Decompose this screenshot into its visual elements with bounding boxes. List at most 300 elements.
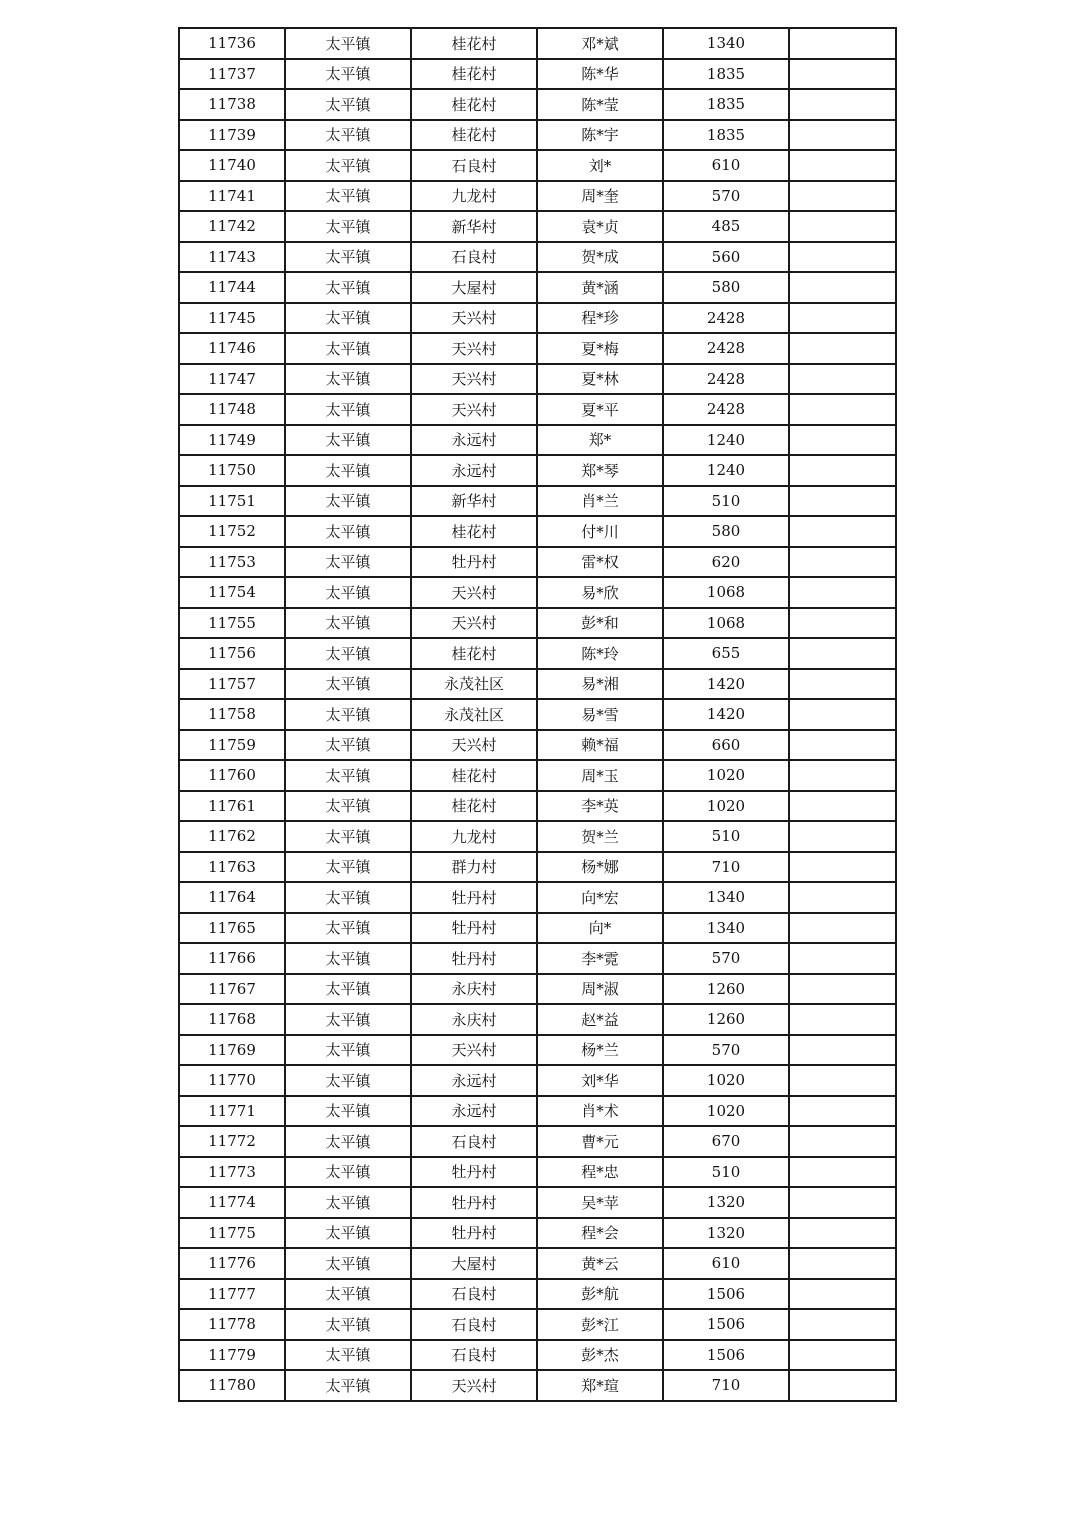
town-cell: 太平镇	[285, 1309, 411, 1340]
table-row	[179, 1218, 896, 1249]
name-cell: 赖*福	[537, 730, 663, 761]
name-cell: 向*	[537, 913, 663, 944]
village-cell: 牡丹村	[411, 943, 537, 974]
village-cell: 天兴村	[411, 333, 537, 364]
note-cell	[789, 638, 896, 669]
town-cell: 太平镇	[285, 120, 411, 151]
amount-cell: 1260	[663, 974, 789, 1005]
town-cell: 太平镇	[285, 943, 411, 974]
amount-cell: 2428	[663, 303, 789, 334]
name-cell: 彭*江	[537, 1309, 663, 1340]
town-cell: 太平镇	[285, 150, 411, 181]
table-row	[179, 1096, 896, 1127]
town-cell: 太平镇	[285, 1187, 411, 1218]
name-cell: 吴*苹	[537, 1187, 663, 1218]
village-cell: 永庆村	[411, 1004, 537, 1035]
note-cell	[789, 364, 896, 395]
name-cell: 周*淑	[537, 974, 663, 1005]
village-cell: 九龙村	[411, 181, 537, 212]
table-row	[179, 943, 896, 974]
table-row	[179, 516, 896, 547]
note-cell	[789, 974, 896, 1005]
table-row	[179, 1035, 896, 1066]
table-row	[179, 1126, 896, 1157]
note-cell	[789, 669, 896, 700]
serial-number-cell: 11745	[179, 303, 285, 334]
note-cell	[789, 486, 896, 517]
village-cell: 桂花村	[411, 791, 537, 822]
name-cell: 李*霓	[537, 943, 663, 974]
note-cell	[789, 1309, 896, 1340]
amount-cell: 2428	[663, 364, 789, 395]
table-body	[179, 28, 896, 1401]
serial-number-cell: 11777	[179, 1279, 285, 1310]
name-cell: 赵*益	[537, 1004, 663, 1035]
town-cell: 太平镇	[285, 821, 411, 852]
note-cell	[789, 150, 896, 181]
serial-number-cell: 11759	[179, 730, 285, 761]
table-row	[179, 242, 896, 273]
village-cell: 永远村	[411, 455, 537, 486]
note-cell	[789, 577, 896, 608]
table-row	[179, 882, 896, 913]
town-cell: 太平镇	[285, 913, 411, 944]
serial-number-cell: 11771	[179, 1096, 285, 1127]
town-cell: 太平镇	[285, 1279, 411, 1310]
name-cell: 易*欣	[537, 577, 663, 608]
amount-cell: 1240	[663, 455, 789, 486]
name-cell: 陈*莹	[537, 89, 663, 120]
town-cell: 太平镇	[285, 608, 411, 639]
serial-number-cell: 11762	[179, 821, 285, 852]
town-cell: 太平镇	[285, 852, 411, 883]
village-cell: 天兴村	[411, 608, 537, 639]
serial-number-cell: 11764	[179, 882, 285, 913]
village-cell: 牡丹村	[411, 882, 537, 913]
town-cell: 太平镇	[285, 394, 411, 425]
table-row	[179, 638, 896, 669]
town-cell: 太平镇	[285, 882, 411, 913]
amount-cell: 1340	[663, 882, 789, 913]
serial-number-cell: 11747	[179, 364, 285, 395]
note-cell	[789, 516, 896, 547]
village-cell: 永茂社区	[411, 699, 537, 730]
serial-number-cell: 11757	[179, 669, 285, 700]
serial-number-cell: 11770	[179, 1065, 285, 1096]
town-cell: 太平镇	[285, 455, 411, 486]
amount-cell: 1506	[663, 1340, 789, 1371]
village-cell: 新华村	[411, 211, 537, 242]
amount-cell: 610	[663, 150, 789, 181]
village-cell: 天兴村	[411, 303, 537, 334]
town-cell: 太平镇	[285, 730, 411, 761]
village-cell: 群力村	[411, 852, 537, 883]
serial-number-cell: 11756	[179, 638, 285, 669]
note-cell	[789, 28, 896, 59]
serial-number-cell: 11744	[179, 272, 285, 303]
amount-cell: 510	[663, 821, 789, 852]
serial-number-cell: 11763	[179, 852, 285, 883]
table-row	[179, 1187, 896, 1218]
town-cell: 太平镇	[285, 669, 411, 700]
table-row	[179, 364, 896, 395]
town-cell: 太平镇	[285, 1126, 411, 1157]
note-cell	[789, 1035, 896, 1066]
town-cell: 太平镇	[285, 577, 411, 608]
note-cell	[789, 303, 896, 334]
table-row	[179, 1279, 896, 1310]
note-cell	[789, 455, 896, 486]
table-row	[179, 699, 896, 730]
village-cell: 天兴村	[411, 730, 537, 761]
serial-number-cell: 11775	[179, 1218, 285, 1249]
name-cell: 陈*宇	[537, 120, 663, 151]
town-cell: 太平镇	[285, 547, 411, 578]
name-cell: 邓*斌	[537, 28, 663, 59]
note-cell	[789, 943, 896, 974]
note-cell	[789, 821, 896, 852]
serial-number-cell: 11772	[179, 1126, 285, 1157]
name-cell: 郑*琴	[537, 455, 663, 486]
amount-cell: 570	[663, 1035, 789, 1066]
village-cell: 石良村	[411, 1279, 537, 1310]
amount-cell: 1506	[663, 1279, 789, 1310]
village-cell: 石良村	[411, 1309, 537, 1340]
town-cell: 太平镇	[285, 1340, 411, 1371]
amount-cell: 570	[663, 943, 789, 974]
amount-cell: 710	[663, 1370, 789, 1401]
note-cell	[789, 791, 896, 822]
name-cell: 黄*云	[537, 1248, 663, 1279]
serial-number-cell: 11748	[179, 394, 285, 425]
name-cell: 彭*杰	[537, 1340, 663, 1371]
amount-cell: 1020	[663, 1096, 789, 1127]
note-cell	[789, 1157, 896, 1188]
serial-number-cell: 11761	[179, 791, 285, 822]
amount-cell: 655	[663, 638, 789, 669]
name-cell: 彭*航	[537, 1279, 663, 1310]
town-cell: 太平镇	[285, 303, 411, 334]
amount-cell: 1068	[663, 608, 789, 639]
village-cell: 牡丹村	[411, 547, 537, 578]
table-row	[179, 181, 896, 212]
amount-cell: 670	[663, 1126, 789, 1157]
note-cell	[789, 699, 896, 730]
table-row	[179, 1157, 896, 1188]
serial-number-cell: 11774	[179, 1187, 285, 1218]
name-cell: 雷*权	[537, 547, 663, 578]
table-row	[179, 303, 896, 334]
amount-cell: 485	[663, 211, 789, 242]
table-row	[179, 730, 896, 761]
serial-number-cell: 11738	[179, 89, 285, 120]
village-cell: 牡丹村	[411, 913, 537, 944]
amount-cell: 1020	[663, 1065, 789, 1096]
note-cell	[789, 211, 896, 242]
table-row	[179, 333, 896, 364]
name-cell: 肖*术	[537, 1096, 663, 1127]
note-cell	[789, 89, 896, 120]
amount-cell: 1506	[663, 1309, 789, 1340]
note-cell	[789, 242, 896, 273]
name-cell: 贺*兰	[537, 821, 663, 852]
town-cell: 太平镇	[285, 28, 411, 59]
table-row	[179, 59, 896, 90]
table-row	[179, 120, 896, 151]
serial-number-cell: 11751	[179, 486, 285, 517]
amount-cell: 1835	[663, 89, 789, 120]
note-cell	[789, 882, 896, 913]
village-cell: 大屋村	[411, 272, 537, 303]
town-cell: 太平镇	[285, 974, 411, 1005]
name-cell: 杨*兰	[537, 1035, 663, 1066]
town-cell: 太平镇	[285, 486, 411, 517]
village-cell: 天兴村	[411, 1370, 537, 1401]
amount-cell: 620	[663, 547, 789, 578]
town-cell: 太平镇	[285, 516, 411, 547]
name-cell: 程*会	[537, 1218, 663, 1249]
note-cell	[789, 760, 896, 791]
table-row	[179, 394, 896, 425]
table-row	[179, 28, 896, 59]
serial-number-cell: 11767	[179, 974, 285, 1005]
town-cell: 太平镇	[285, 1218, 411, 1249]
name-cell: 程*珍	[537, 303, 663, 334]
amount-cell: 1020	[663, 791, 789, 822]
table-row	[179, 821, 896, 852]
town-cell: 太平镇	[285, 1370, 411, 1401]
note-cell	[789, 1065, 896, 1096]
note-cell	[789, 59, 896, 90]
village-cell: 永远村	[411, 425, 537, 456]
amount-cell: 1260	[663, 1004, 789, 1035]
serial-number-cell: 11773	[179, 1157, 285, 1188]
town-cell: 太平镇	[285, 1157, 411, 1188]
town-cell: 太平镇	[285, 1004, 411, 1035]
amount-cell: 1420	[663, 699, 789, 730]
amount-cell: 1835	[663, 59, 789, 90]
village-cell: 天兴村	[411, 394, 537, 425]
town-cell: 太平镇	[285, 791, 411, 822]
amount-cell: 660	[663, 730, 789, 761]
serial-number-cell: 11750	[179, 455, 285, 486]
note-cell	[789, 608, 896, 639]
village-cell: 天兴村	[411, 577, 537, 608]
table-row	[179, 577, 896, 608]
serial-number-cell: 11746	[179, 333, 285, 364]
name-cell: 夏*平	[537, 394, 663, 425]
town-cell: 太平镇	[285, 89, 411, 120]
village-cell: 九龙村	[411, 821, 537, 852]
village-cell: 石良村	[411, 1126, 537, 1157]
serial-number-cell: 11743	[179, 242, 285, 273]
table-row	[179, 150, 896, 181]
town-cell: 太平镇	[285, 425, 411, 456]
note-cell	[789, 394, 896, 425]
name-cell: 陈*华	[537, 59, 663, 90]
name-cell: 郑*瑄	[537, 1370, 663, 1401]
village-cell: 永远村	[411, 1096, 537, 1127]
note-cell	[789, 181, 896, 212]
town-cell: 太平镇	[285, 242, 411, 273]
note-cell	[789, 852, 896, 883]
name-cell: 曹*元	[537, 1126, 663, 1157]
amount-cell: 1020	[663, 760, 789, 791]
town-cell: 太平镇	[285, 59, 411, 90]
name-cell: 周*奎	[537, 181, 663, 212]
serial-number-cell: 11769	[179, 1035, 285, 1066]
name-cell: 肖*兰	[537, 486, 663, 517]
table-row	[179, 425, 896, 456]
village-cell: 新华村	[411, 486, 537, 517]
note-cell	[789, 913, 896, 944]
serial-number-cell: 11736	[179, 28, 285, 59]
amount-cell: 510	[663, 486, 789, 517]
name-cell: 袁*贞	[537, 211, 663, 242]
serial-number-cell: 11755	[179, 608, 285, 639]
amount-cell: 2428	[663, 333, 789, 364]
serial-number-cell: 11737	[179, 59, 285, 90]
note-cell	[789, 120, 896, 151]
amount-cell: 1320	[663, 1187, 789, 1218]
serial-number-cell: 11754	[179, 577, 285, 608]
table-row	[179, 1065, 896, 1096]
town-cell: 太平镇	[285, 211, 411, 242]
serial-number-cell: 11741	[179, 181, 285, 212]
note-cell	[789, 272, 896, 303]
town-cell: 太平镇	[285, 1035, 411, 1066]
amount-cell: 1068	[663, 577, 789, 608]
town-cell: 太平镇	[285, 699, 411, 730]
name-cell: 程*忠	[537, 1157, 663, 1188]
serial-number-cell: 11753	[179, 547, 285, 578]
note-cell	[789, 1126, 896, 1157]
name-cell: 夏*林	[537, 364, 663, 395]
table-row	[179, 1248, 896, 1279]
serial-number-cell: 11749	[179, 425, 285, 456]
name-cell: 刘*华	[537, 1065, 663, 1096]
town-cell: 太平镇	[285, 181, 411, 212]
note-cell	[789, 1248, 896, 1279]
serial-number-cell: 11768	[179, 1004, 285, 1035]
name-cell: 李*英	[537, 791, 663, 822]
amount-cell: 510	[663, 1157, 789, 1188]
name-cell: 周*玉	[537, 760, 663, 791]
town-cell: 太平镇	[285, 1065, 411, 1096]
note-cell	[789, 1279, 896, 1310]
serial-number-cell: 11766	[179, 943, 285, 974]
village-cell: 桂花村	[411, 638, 537, 669]
amount-cell: 1340	[663, 913, 789, 944]
amount-cell: 1340	[663, 28, 789, 59]
note-cell	[789, 1218, 896, 1249]
name-cell: 易*雪	[537, 699, 663, 730]
amount-cell: 2428	[663, 394, 789, 425]
amount-cell: 1240	[663, 425, 789, 456]
table-row	[179, 791, 896, 822]
note-cell	[789, 1187, 896, 1218]
serial-number-cell: 11760	[179, 760, 285, 791]
town-cell: 太平镇	[285, 760, 411, 791]
town-cell: 太平镇	[285, 333, 411, 364]
amount-cell: 560	[663, 242, 789, 273]
table-row	[179, 669, 896, 700]
data-table	[178, 27, 897, 1402]
table-row	[179, 547, 896, 578]
serial-number-cell: 11780	[179, 1370, 285, 1401]
amount-cell: 710	[663, 852, 789, 883]
village-cell: 桂花村	[411, 516, 537, 547]
village-cell: 桂花村	[411, 28, 537, 59]
serial-number-cell: 11778	[179, 1309, 285, 1340]
amount-cell: 1835	[663, 120, 789, 151]
table-row	[179, 211, 896, 242]
serial-number-cell: 11776	[179, 1248, 285, 1279]
town-cell: 太平镇	[285, 364, 411, 395]
table-row	[179, 1340, 896, 1371]
note-cell	[789, 730, 896, 761]
note-cell	[789, 1370, 896, 1401]
village-cell: 石良村	[411, 242, 537, 273]
table-row	[179, 760, 896, 791]
table-row	[179, 852, 896, 883]
village-cell: 大屋村	[411, 1248, 537, 1279]
amount-cell: 580	[663, 516, 789, 547]
village-cell: 天兴村	[411, 364, 537, 395]
table-row	[179, 608, 896, 639]
village-cell: 牡丹村	[411, 1187, 537, 1218]
amount-cell: 610	[663, 1248, 789, 1279]
name-cell: 杨*娜	[537, 852, 663, 883]
town-cell: 太平镇	[285, 272, 411, 303]
village-cell: 永茂社区	[411, 669, 537, 700]
serial-number-cell: 11779	[179, 1340, 285, 1371]
table-row	[179, 455, 896, 486]
name-cell: 刘*	[537, 150, 663, 181]
town-cell: 太平镇	[285, 638, 411, 669]
table-row	[179, 913, 896, 944]
note-cell	[789, 425, 896, 456]
table-row	[179, 1004, 896, 1035]
name-cell: 向*宏	[537, 882, 663, 913]
name-cell: 付*川	[537, 516, 663, 547]
name-cell: 郑*	[537, 425, 663, 456]
amount-cell: 1320	[663, 1218, 789, 1249]
note-cell	[789, 333, 896, 364]
note-cell	[789, 1340, 896, 1371]
serial-number-cell: 11758	[179, 699, 285, 730]
name-cell: 贺*成	[537, 242, 663, 273]
note-cell	[789, 1004, 896, 1035]
table-row	[179, 1370, 896, 1401]
serial-number-cell: 11740	[179, 150, 285, 181]
name-cell: 黄*涵	[537, 272, 663, 303]
table-row	[179, 89, 896, 120]
village-cell: 天兴村	[411, 1035, 537, 1066]
table-row	[179, 974, 896, 1005]
serial-number-cell: 11739	[179, 120, 285, 151]
note-cell	[789, 1096, 896, 1127]
amount-cell: 570	[663, 181, 789, 212]
town-cell: 太平镇	[285, 1248, 411, 1279]
village-cell: 桂花村	[411, 89, 537, 120]
village-cell: 石良村	[411, 150, 537, 181]
table-row	[179, 272, 896, 303]
name-cell: 彭*和	[537, 608, 663, 639]
note-cell	[789, 547, 896, 578]
village-cell: 永庆村	[411, 974, 537, 1005]
table-row	[179, 486, 896, 517]
